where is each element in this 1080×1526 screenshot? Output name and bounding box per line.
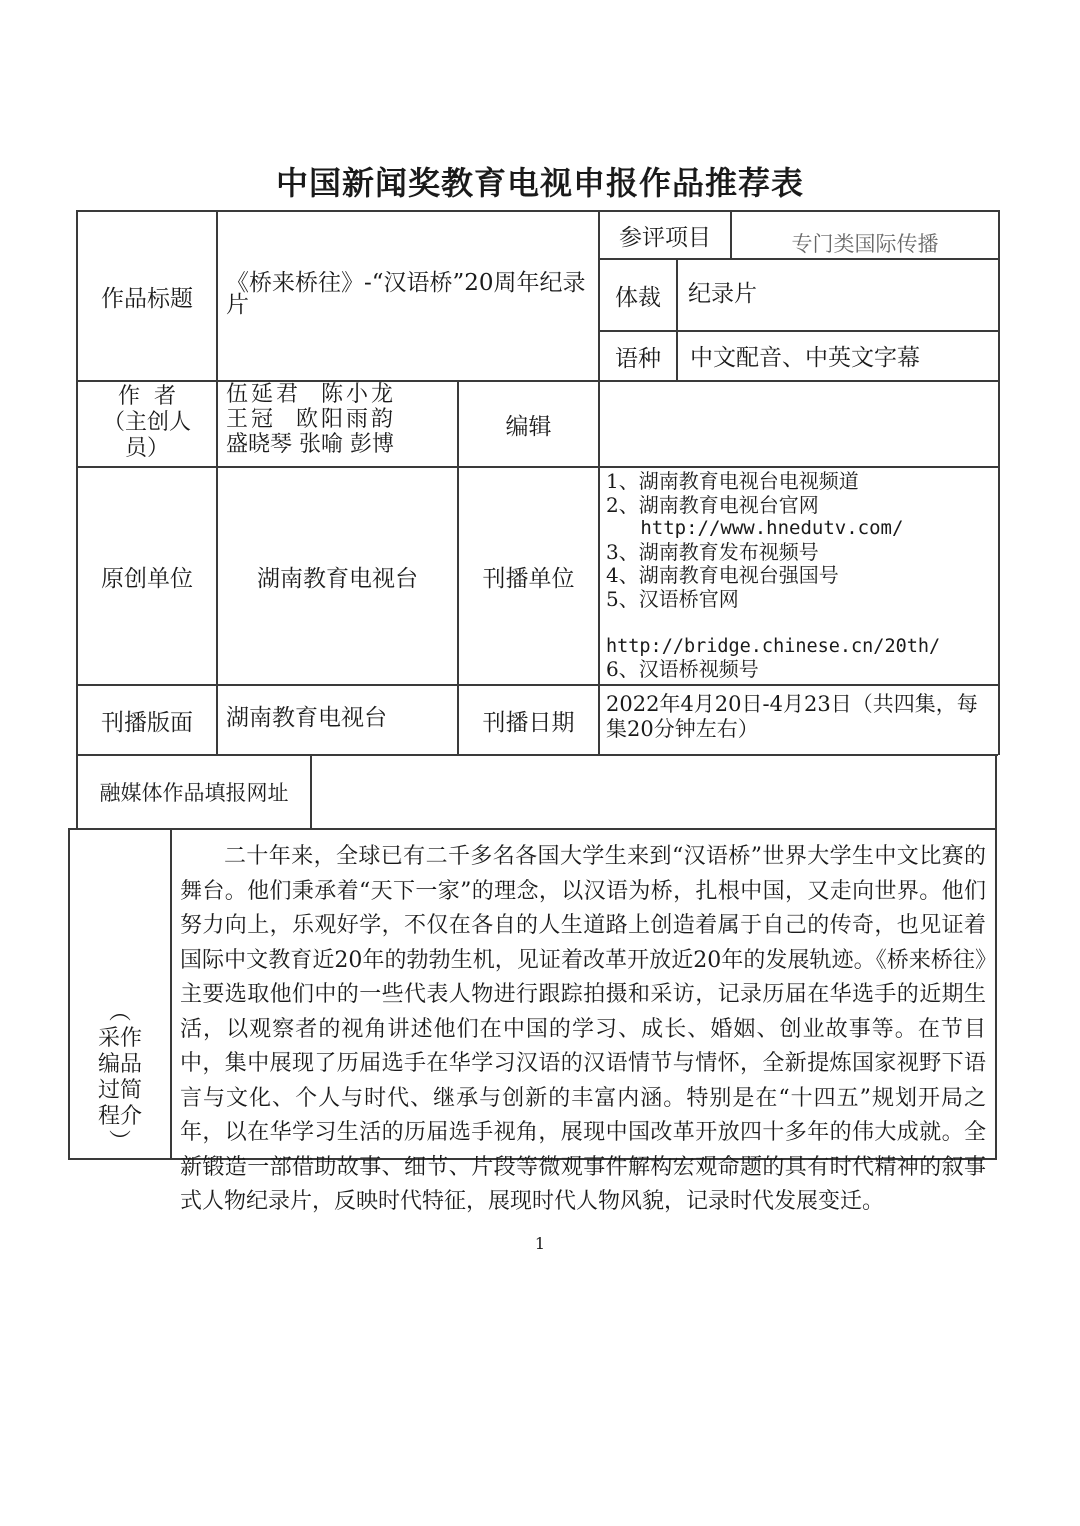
intro-label-char: ︵ — [108, 1000, 131, 1025]
broadcast-unit-item: 3、湖南教育发布视频号 — [606, 539, 819, 564]
author-label-line-3: 员） — [124, 436, 169, 461]
broadcast-unit-item: 1、湖南教育电视台电视频道 — [606, 469, 859, 493]
author-line: 盛晓琴 张喻 彭博 — [226, 432, 394, 457]
broadcast-date-value: 2022年4月20日-4月23日（共四集，每集20分钟左右） — [606, 692, 978, 741]
broadcast-unit-label: 刊播单位 — [482, 565, 575, 592]
author-label — [78, 382, 216, 466]
origin-value: 湖南教育电视台 — [257, 565, 418, 592]
intro-label-char: 程介 — [97, 1104, 142, 1129]
broadcast-page-label: 刊播版面 — [101, 709, 193, 736]
category-value: 专门类国际传播 — [791, 232, 939, 256]
page-number: 1 — [534, 1234, 546, 1253]
work-title-value: 《桥来桥往》-“汉语桥”20周年纪录片 — [226, 270, 586, 318]
intro-label-char: ︶ — [108, 1130, 131, 1155]
broadcast-unit-item: 4、湖南教育电视台强国号 — [606, 563, 839, 587]
document-title: 中国新闻奖教育电视申报作品推荐表 — [275, 164, 804, 202]
intro-label-char: 过简 — [97, 1078, 142, 1103]
broadcast-unit-item — [606, 611, 996, 635]
author-label-line-2: （主创人 — [102, 410, 191, 435]
broadcast-unit-list — [606, 470, 996, 682]
intro-label-char: 采作 — [97, 1026, 142, 1051]
intro-label-char: 编品 — [97, 1052, 142, 1077]
intro-label — [70, 1000, 170, 1156]
editor-label: 编辑 — [505, 413, 552, 440]
broadcast-unit-item: 5、汉语桥官网 — [606, 586, 739, 611]
intro-text: 二十年来，全球已有二千多名各国大学生来到“汉语桥”世界大学生中文比赛的舞台。他们秉承着“天下一家”的理念，以汉语为桥，扎根中国，又走向世界。他们努力向上，乐观好学，不仅在各自的人生道路上创造着属于自己的传奇，也见证着国际中文教育近20年的勃勃生机，见证着改革开放近20年的发展轨迹。《桥来桥往》主要选取他们中的一些代表人物进行跟踪拍摄和采访，记录历届在华选手的近期生活，以观察者的视角讲述他们在中国的学习、成长、婚姻、创业故事等。在节目中，集中展现了历届选手在华学习汉语的汉语情节与情怀，全新提炼国家视野下语言与文化、个人与时代、继承与创新的丰富内涵。特别是在“十四五”规划开局之年，以在华学习生活的历届选手视角，展现中国改革开放四十多年的伟大成就。全新锻造一部借助故事、细节、片段等微观事件解构宏观命题的具有时代精神的叙事式人物纪录片，反映时代特征，展现时代人物风貌，记录时代发展变迁。 — [180, 844, 986, 1214]
broadcast-unit-item: 6、汉语桥视频号 — [606, 657, 759, 681]
author-list — [226, 382, 456, 457]
author-line: 王冠 欧阳雨韵 — [226, 407, 396, 432]
language-label: 语种 — [615, 345, 661, 372]
category-label: 参评项目 — [619, 224, 711, 251]
author-line: 伍延君 陈小龙 — [226, 382, 396, 407]
language-value: 中文配音、中英文字幕 — [690, 345, 920, 371]
url-label: 融媒体作品填报网址 — [99, 781, 289, 805]
intro-body — [180, 840, 986, 1220]
genre-label: 体裁 — [615, 284, 661, 311]
broadcast-unit-item: http://bridge.chinese.cn/20th/ — [606, 635, 941, 657]
broadcast-unit-item: http://www.hnedutv.com/ — [606, 517, 904, 539]
work-title-label: 作品标题 — [101, 285, 193, 312]
origin-label: 原创单位 — [101, 565, 193, 592]
broadcast-unit-item: 2、湖南教育电视台官网 — [606, 492, 819, 517]
author-label-line-1: 作 者 — [118, 384, 176, 409]
genre-value: 纪录片 — [688, 281, 757, 307]
broadcast-date-label: 刊播日期 — [482, 709, 575, 736]
broadcast-page-value: 湖南教育电视台 — [226, 705, 387, 731]
